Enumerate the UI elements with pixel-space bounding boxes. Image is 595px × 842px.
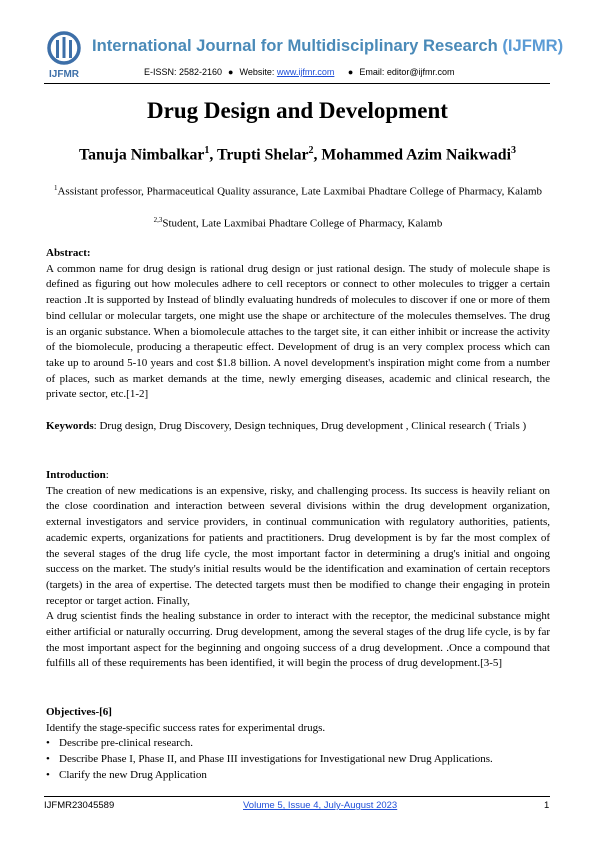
objectives-heading: Objectives-[6]: [46, 706, 112, 718]
separator-bullet: ●: [340, 67, 354, 77]
footer-page-number: 1: [544, 800, 550, 811]
objectives-intro: Identify the stage-specific success rates for experimental drugs.: [46, 721, 326, 734]
list-item: • Describe Phase I, Phase II, and Phase III investigations for Investigational new Drug Applications.: [46, 752, 550, 768]
objectives-section: [46, 705, 550, 784]
introduction-para-2: A drug scientist finds the healing substance in order to interact with the receptor, the medicinal substance might either artificial or naturally occurring. Drug development, among the several stages of the drug life cycle, is by far the most important aspect for the beginning and ongoing success of a drug development. .Once a compound that fulfills all of these requirements has been identified, it will begin the process of drug development.[3-5]: [46, 610, 550, 670]
list-item: • Describe pre-clinical research.: [46, 736, 550, 752]
affiliation-sup: 1: [53, 184, 58, 192]
author-name: Trupti Shelar: [217, 146, 309, 164]
separator-bullet: ●: [228, 67, 234, 77]
abstract-text: A common name for drug design is rational drug design or just rational design. The study of molecule shape is defined as figuring out how molecules adhere to cell receptors or connect to other molecules to trigger a certain reaction .It is supported by Instead of blindly evaluating hundreds of molecules to discover if one or more of them bind cellular or molecular targets, one might use the shape or architecture of the molecules themselves. The drug is an organic substance. When a biomolecule attaches to the target site, it can either inhibit or increase the activity of the biomolecule, producing a therapeutic effect. Development of drug is an very complex process which can take up to around 5-10 years and cost $1.8 billion. A novel development's inspiration might come from a number of places, such as market demands at the time, newly emerging diseases, academic and clinical research, the private sector, etc.[1-2]: [46, 262, 550, 401]
author-sup: 3: [510, 145, 516, 156]
logo-text: IJFMR: [49, 69, 79, 80]
abstract-heading: Abstract:: [46, 247, 91, 259]
keywords-text: : Drug design, Drug Discovery, Design techniques, Drug development , Clinical research ( Trials ): [93, 420, 527, 432]
issn-line: [144, 67, 454, 77]
author-sup: 2: [308, 145, 314, 156]
journal-logo-icon: [44, 31, 84, 81]
author-sup: 1: [204, 145, 210, 156]
header-rule: [44, 83, 550, 84]
objectives-list: [46, 736, 550, 783]
keywords-label: Keywords: [46, 420, 94, 432]
journal-logo: [44, 31, 84, 81]
introduction-heading: Introduction: [46, 469, 106, 481]
footer-paper-id: IJFMR23045589: [44, 800, 115, 811]
website-label: Website:: [239, 67, 275, 77]
introduction-colon: :: [105, 469, 109, 481]
abstract-section: [46, 246, 550, 403]
list-item: • Clarify the new Drug Application: [46, 768, 550, 784]
affiliation-1: [52, 180, 544, 200]
journal-name-text: International Journal for Multidisciplinary Research: [92, 36, 498, 55]
journal-name: [92, 36, 563, 56]
author-name: Tanuja Nimbalkar: [79, 146, 205, 164]
authors: Tanuja Nimbalkar$^1$, Trupti Shelar$^2$, Mohammed Azim Naikwadi$^3$: [79, 145, 516, 164]
issn: E-ISSN: 2582-2160: [144, 67, 223, 77]
journal-abbr: (IJFMR): [502, 36, 564, 55]
email: Email: editor@ijfmr.com: [359, 67, 455, 77]
footer-volume-link[interactable]: Volume 5, Issue 4, July-August 2023: [243, 800, 398, 811]
paper-title: Drug Design and Development: [147, 98, 448, 123]
affiliation-sup: 2,3: [153, 216, 163, 224]
introduction-para-1: The creation of new medications is an expensive, risky, and challenging process. Its success is heavily reliant on the close coordination and interaction between several divisions within the drug development organization, external investigators and service providers, in continual communication with regulatory authorities, patients, academic experts, organizations for patients and practitioners. Drug development is by far the most complex of the several stages of the drug life cycle, the most important factor in determining a drug's initial and ongoing success on the market. The study's initial results would be the identification and examination of certain receptors (targets) in the area of expertise. The detected targets must then be modified to change their engaging in protein receptor or target action. Finally,: [46, 484, 550, 607]
keywords-section: [46, 419, 550, 435]
introduction-section: [46, 468, 550, 672]
website-link[interactable]: www.ijfmr.com: [276, 67, 335, 77]
affiliation-text: Assistant professor, Pharmaceutical Quality assurance, Late Laxmibai Phadtare College of Pharmacy, Kalamb: [57, 185, 543, 198]
affiliation-2: [52, 212, 544, 232]
footer-rule: [44, 796, 550, 797]
author-name: Mohammed Azim Naikwadi: [321, 146, 511, 164]
affiliation-text: Student, Late Laxmibai Phadtare College of Pharmacy, Kalamb: [162, 217, 443, 230]
